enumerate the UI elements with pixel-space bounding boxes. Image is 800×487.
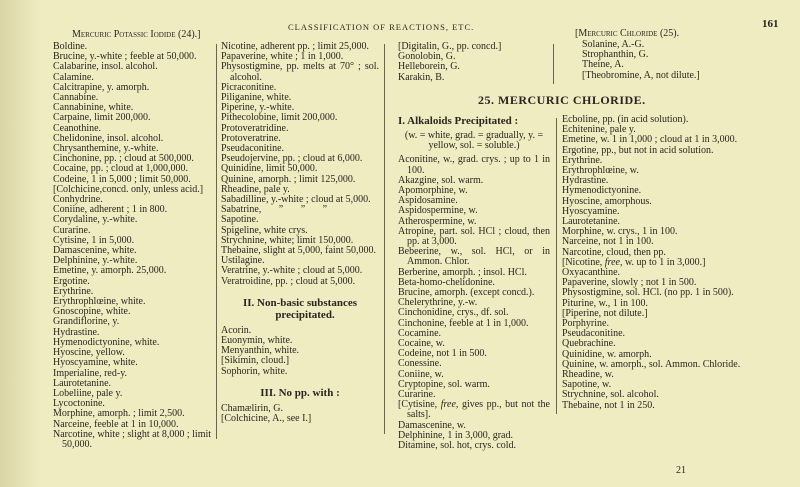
list-entry: Damascenine, white. — [53, 245, 137, 257]
continued-heading-right: [Mercuric Chloride (25). — [575, 28, 680, 39]
abbreviation-legend: (w. = white, grad. = gradually, y. = yellow, sol. = soluble.) — [404, 130, 544, 152]
entry-italic: free — [604, 256, 620, 268]
list-entry: Hydrastine. — [562, 175, 609, 187]
list-entry: Hydrastine. — [53, 326, 100, 338]
list-entry: Morphine, amorph. ; limit 2,500. — [53, 408, 185, 420]
list-entry: Chamælirin, G. — [221, 402, 283, 414]
list-entry: Picraconitine. — [221, 81, 277, 93]
list-entry: [Colchicine,concd. only, unless acid.] — [53, 183, 204, 195]
list-entry: Ergotine, pp., but not in acid solution. — [562, 144, 714, 156]
list-entry: Morphine, w. crys., 1 in 100. — [562, 226, 678, 238]
list-entry: Erythrine. — [53, 285, 94, 297]
page-number: 161 — [762, 18, 779, 30]
column-rule — [216, 44, 217, 439]
list-entry: Chrysanthemine, y.-white. — [53, 143, 159, 155]
list-entry: Helleborein, G. — [398, 61, 460, 73]
list-entry: Conessine. — [398, 358, 442, 370]
list-entry: Thebaine, not 1 in 250. — [562, 399, 655, 411]
list-entry: Boldine. — [53, 41, 88, 52]
list-entry: Cocaine, pp. ; cloud at 1,000,000. — [53, 163, 188, 175]
list-entry: Quebrachine. — [562, 338, 616, 350]
list-entry: Delphinine, 1 in 3,000, grad. — [398, 429, 513, 441]
list-entry: Pseudojervine, pp. ; cloud at 6,000. — [221, 153, 363, 165]
column-3-top — [398, 42, 548, 83]
list-entry: Calabarine, insol. alcohol. — [53, 61, 158, 73]
list-entry: Apomorphine, w. — [398, 185, 468, 197]
signature-mark: 21 — [676, 465, 686, 476]
column-4-top — [560, 40, 800, 81]
column-rule — [384, 44, 385, 434]
list-entry: Veratrine, y.-white ; cloud at 5,000. — [221, 265, 363, 277]
alkaloids-heading: I. Alkaloids Precipitated : — [398, 115, 519, 127]
list-entry: Emetine, w. 1 in 1,000 ; cloud at 1 in 3,000. — [562, 134, 738, 146]
list-entry: Emetine, y. amorph. 25,000. — [53, 265, 167, 277]
list-entry: Hymenodictyonine. — [562, 185, 642, 197]
list-entry: Delphinine, y.-white. — [53, 255, 138, 267]
list-entry: Grandiflorine, y. — [53, 316, 120, 328]
list-entry: Aconitine, w., grad. crys. ; up to 1 in 100. — [398, 154, 550, 176]
list-entry: Physostigmine, pp. melts at 70° ; sol. alcohol. — [221, 61, 379, 83]
section-heading-no-pp: III. No pp. with : — [260, 386, 340, 399]
entry-text: [Nicotine, — [562, 256, 605, 268]
list-entry: Brucine, y.-white ; feeble at 50,000. — [53, 51, 197, 63]
list-entry: Cinchonine, pp. ; cloud at 500,000. — [53, 153, 194, 165]
list-entry: Corydaline, y.-white. — [53, 214, 138, 226]
list-entry: Quinine, w. amorph., sol. Ammon. Chloride. — [562, 358, 741, 370]
list-entry: Codeine, not 1 in 500. — [398, 348, 487, 360]
list-entry: Cryptopine, sol. warm. — [398, 378, 490, 390]
list-entry: Erythrophlœine, w. — [562, 165, 639, 177]
list-entry: Piperine, y.-white. — [221, 102, 295, 114]
list-entry: Thebaine, slight at 5,000, faint 50,000. — [221, 245, 376, 257]
list-entry: Hyoscine, yellow. — [53, 347, 125, 359]
list-entry: Gnoscopine, white. — [53, 306, 131, 318]
list-entry: Spigeline, white crys. — [221, 224, 308, 236]
list-entry: Cytisine, 1 in 5,000. — [53, 234, 135, 246]
list-entry: Oxyacanthine. — [562, 267, 621, 279]
column-rule — [556, 118, 557, 414]
list-entry: Strophanthin, G. — [582, 49, 649, 61]
list-entry: Conhydrine. — [53, 194, 103, 206]
list-entry: Hyoscyamine. — [562, 205, 620, 217]
list-entry: Rheadine, w. — [562, 369, 614, 381]
list-entry: [Piperine, not dilute.] — [562, 307, 648, 319]
list-entry: Brucine, amorph. (except concd.). — [398, 287, 535, 299]
column-2 — [221, 42, 379, 424]
list-entry — [398, 400, 550, 420]
list-entry: Protoveratrine. — [221, 132, 281, 144]
section-heading-non-basic: II. Non-basic substances precipitated. — [243, 296, 357, 321]
list-entry: Echitenine, pale y. — [562, 124, 636, 136]
list-entry: Cocamine. — [398, 327, 442, 339]
list-entry: Cinchonine, feeble at 1 in 1,000. — [398, 317, 529, 329]
entry-text: [Cytisine, — [398, 399, 441, 411]
list-entry: [Digitalin, G., pp. concd.] — [398, 41, 502, 52]
list-entry: Lobeliine, pale y. — [53, 387, 123, 399]
list-entry: Aspidospermine, w. — [398, 205, 478, 217]
list-entry: Akazgine, sol. warm. — [398, 174, 484, 186]
list-entry: Cinchonidine, crys., df. sol. — [398, 307, 509, 319]
list-entry: Nicotine, adherent pp. ; limit 25,000. — [221, 41, 370, 52]
list-entry: Chelidonine, insol. alcohol. — [53, 132, 164, 144]
list-entry: Hymenodictyonine, white. — [53, 336, 160, 348]
entry-text: , gives pp., but not the salts]. — [407, 399, 550, 421]
list-entry: Narceine, feeble at 1 in 10,000. — [53, 418, 179, 430]
list-entry: Sapotine, w. — [562, 379, 612, 391]
list-entry: Cocaine, w. — [398, 338, 445, 350]
list-entry: Calamine. — [53, 71, 94, 83]
list-entry: Acorin. — [221, 324, 252, 336]
list-entry: Hyoscyamine, white. — [53, 357, 138, 369]
list-entry: Laurotetanine. — [53, 377, 112, 389]
list-entry: Curarine. — [53, 224, 91, 236]
list-entry: Damascenine, w. — [398, 419, 466, 431]
continued-heading-left: Mercuric Potassic Iodide (24).] — [72, 29, 201, 40]
entry-italic: free — [440, 399, 456, 411]
list-entry: Quinidine, w. amorph. — [562, 348, 652, 360]
list-entry: Strychnine, sol. alcohol. — [562, 389, 659, 401]
list-entry: Narcotine, cloud, then pp. — [562, 246, 666, 258]
list-entry: Quinine, amorph. ; limit 125,000. — [221, 173, 356, 185]
list-entry: Protoveratridine. — [221, 122, 289, 134]
entry-text: , w. up to 1 in 3,000.] — [619, 256, 706, 268]
list-entry: Porphyrine. — [562, 318, 609, 330]
list-entry: Carpaine, limit 200,000. — [53, 112, 151, 124]
list-entry: Erythrophlœine, white. — [53, 296, 146, 308]
list-entry: [Sikimin, cloud.] — [221, 355, 290, 367]
list-entry: Karakin, B. — [398, 71, 445, 83]
list-entry: Pseudaconitine. — [562, 328, 626, 340]
list-entry: Sapotine. — [221, 214, 259, 226]
list-entry: Ecboline, pp. (in acid solution). — [562, 114, 689, 125]
list-entry: [Theobromine, A, not dilute.] — [582, 69, 700, 81]
list-entry: Pseudaconitine. — [221, 143, 285, 155]
list-entry: Chelerythrine, y.-w. — [398, 297, 478, 309]
list-entry: Beta-homo-chelidonine. — [398, 276, 495, 288]
list-entry: Solanine, A.-G. — [582, 39, 645, 50]
running-head: CLASSIFICATION OF REACTIONS, ETC. — [288, 22, 475, 32]
list-entry: Cannabine. — [53, 92, 99, 104]
list-entry: Sabatrine, ” ” ” — [221, 204, 328, 216]
page-gutter-shadow — [0, 0, 40, 487]
list-entry: Menyanthin, white. — [221, 345, 300, 357]
list-entry: Gonolobin, G. — [398, 51, 456, 63]
list-entry: Ustilagine. — [221, 255, 265, 267]
list-entry: Imperialine, red-y. — [53, 367, 128, 379]
list-entry: Laurotetanine. — [562, 216, 621, 228]
list-entry: Codeine, 1 in 5,000 ; limit 50,000. — [53, 173, 191, 185]
list-entry: Theine, A. — [582, 59, 624, 71]
list-entry: Narceine, not 1 in 100. — [562, 236, 654, 248]
list-entry: Quinidine, limit 50,000. — [221, 163, 318, 175]
list-entry: Papaverine, slowly ; not 1 in 500. — [562, 277, 697, 289]
list-entry: Sabadilline, y.-white ; cloud at 5,000. — [221, 194, 371, 206]
list-entry: Piturine, w., 1 in 100. — [562, 297, 649, 309]
list-entry: Curarine. — [398, 389, 436, 401]
list-entry: Euonymin, white. — [221, 335, 293, 347]
list-entry: Aspidosamine. — [398, 195, 458, 207]
list-entry: Erythrine. — [562, 154, 603, 166]
list-entry: Papaverine, white ; 1 in 1,000. — [221, 51, 344, 63]
list-entry: [Colchicine, A., see I.] — [221, 413, 312, 425]
list-entry: Rheadine, pale y. — [221, 183, 290, 195]
list-entry: Coniine, adherent ; 1 in 800. — [53, 204, 168, 216]
list-entry: Coniine, w. — [398, 368, 444, 380]
column-4 — [562, 115, 776, 411]
list-entry: Sophorin, white. — [221, 365, 288, 377]
list-entry: Pithecolobine, limit 200,000. — [221, 112, 338, 124]
list-entry: Ceanothine. — [53, 122, 102, 134]
list-entry: Hyoscine, amorphous. — [562, 195, 652, 207]
list-entry: Bebeerine, w., sol. HCl, or in Ammon. Chlor. — [398, 246, 550, 268]
list-entry: Calcitrapine, y. amorph. — [53, 81, 150, 93]
list-entry: Ditamine, sol. hot, crys. cold. — [398, 440, 517, 452]
section-title: 25. MERCURIC CHLORIDE. — [478, 93, 646, 107]
list-entry: Ergotine. — [53, 275, 90, 287]
list-entry: Narcotine, white ; slight at 8,000 ; limit 50,000. — [53, 428, 212, 450]
column-rule — [553, 44, 554, 84]
list-entry: Cannabinine, white. — [53, 102, 134, 114]
list-entry: Atherospermine, w. — [398, 215, 477, 227]
list-entry: Strychnine, white; limit 150,000. — [221, 234, 354, 246]
list-entry: Veratroidine, pp. ; cloud at 5,000. — [221, 275, 356, 287]
column-1 — [53, 42, 215, 450]
list-entry: Physostigmine, sol. HCl. (no pp. 1 in 500). — [562, 287, 734, 299]
list-entry: Atropine, part. sol. HCl ; cloud, then pp. at 3,000. — [398, 225, 550, 248]
list-entry: Lycoctonine. — [53, 398, 105, 410]
column-3 — [398, 115, 550, 451]
list-entry: Piliganine, white. — [221, 92, 292, 104]
list-entry: Berberine, amorph. ; insol. HCl. — [398, 266, 527, 278]
